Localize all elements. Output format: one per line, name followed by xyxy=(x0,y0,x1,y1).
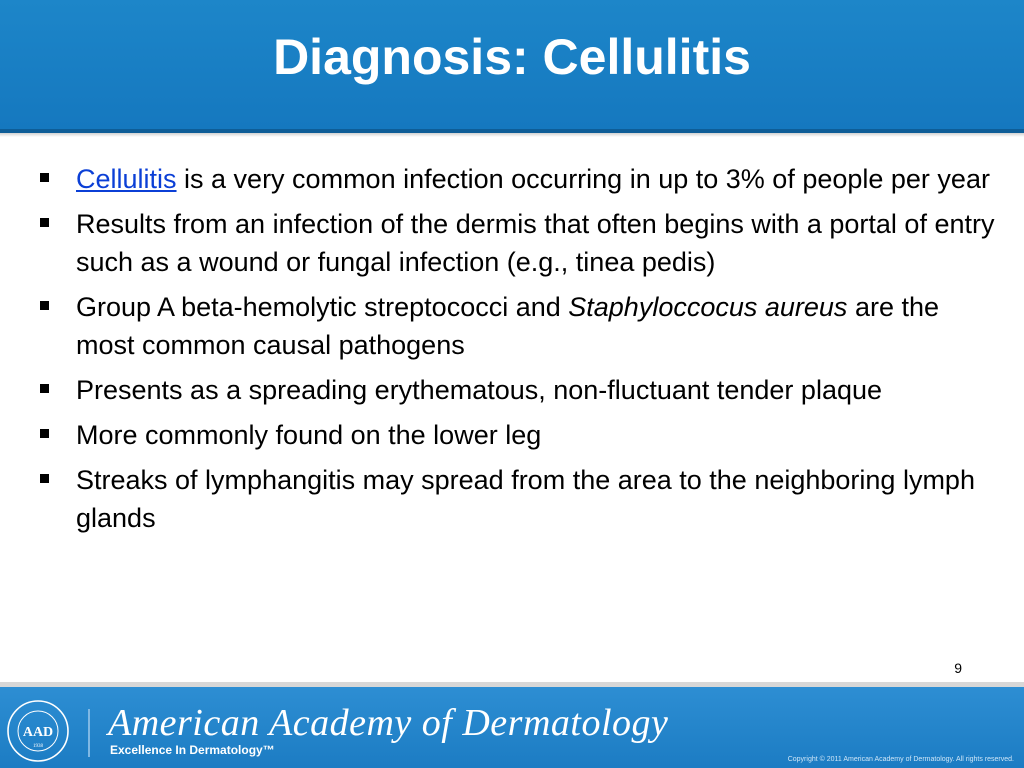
footer-divider xyxy=(88,709,90,757)
bullet-item xyxy=(36,371,996,409)
seal-year: 1938 xyxy=(33,744,43,749)
bullet-text: Streaks of lymphangitis may spread from the area to the neighboring lymph glands xyxy=(76,465,975,533)
square-bullet-icon xyxy=(40,429,49,438)
bullet-text: More commonly found on the lower leg xyxy=(76,420,542,450)
organization-name: American Academy of Dermatology xyxy=(108,702,669,744)
bullet-item xyxy=(36,160,996,198)
square-bullet-icon xyxy=(40,384,49,393)
square-bullet-icon xyxy=(40,301,49,310)
copyright-notice: Copyright © 2011 American Academy of Dermatology. All rights reserved. xyxy=(787,756,1014,763)
seal-text: AAD xyxy=(22,725,54,740)
bullet-item xyxy=(36,461,996,537)
bullet-item xyxy=(36,288,996,364)
bullet-text: Results from an infection of the dermis that often begins with a portal of entry such as a wound or fungal infection (e.g., tinea pedis) xyxy=(76,209,995,277)
aad-seal-logo xyxy=(6,699,70,763)
bullet-item xyxy=(36,416,996,454)
tagline: Excellence In Dermatology™ xyxy=(110,743,275,757)
square-bullet-icon xyxy=(40,218,49,227)
bullet-text: is a very common infection occurring in up to 3% of people per year xyxy=(176,164,990,194)
title-bar xyxy=(0,0,1024,133)
bullet-list xyxy=(36,160,996,544)
bullet-text: Presents as a spreading erythematous, non-fluctuant tender plaque xyxy=(76,375,883,405)
slide-title: Diagnosis: Cellulitis xyxy=(273,29,751,85)
square-bullet-icon xyxy=(40,474,49,483)
square-bullet-icon xyxy=(40,173,49,182)
bullet-item xyxy=(36,205,996,281)
page-number: 9 xyxy=(954,660,962,676)
bullet-text: Group A beta-hemolytic streptococci and xyxy=(76,292,569,322)
pathogen-name: Staphyloccocus aureus xyxy=(568,292,848,322)
cellulitis-link[interactable]: Cellulitis xyxy=(76,164,177,194)
footer-bar xyxy=(0,682,1024,768)
bullet-text: are the most common causal pathogens xyxy=(76,292,939,360)
